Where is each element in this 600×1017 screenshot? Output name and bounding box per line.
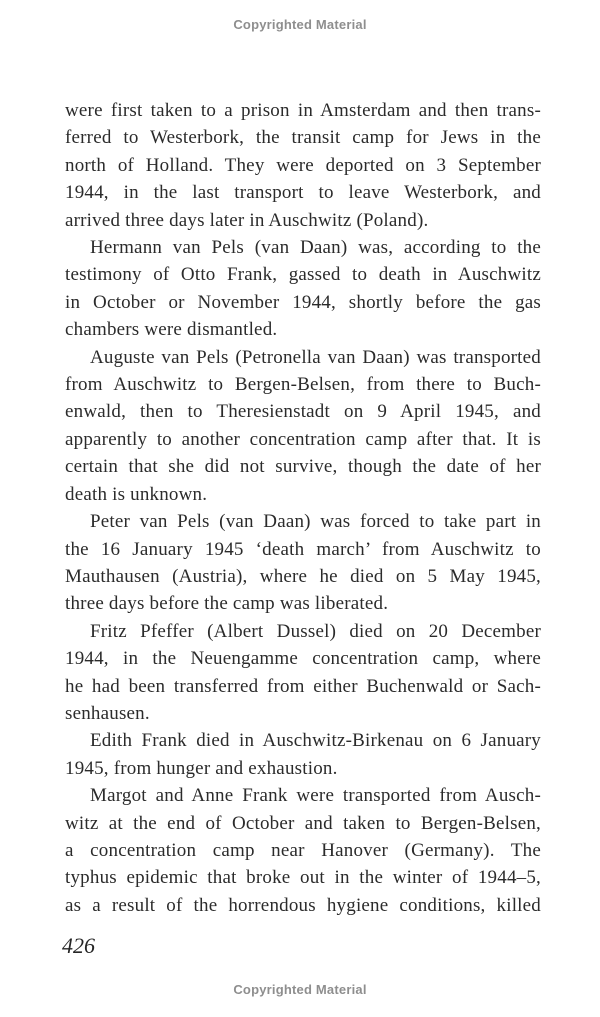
text-line: three days before the camp was liberated.	[65, 593, 389, 615]
page-body	[65, 97, 541, 919]
text-line: chambers were dismantled.	[65, 319, 278, 341]
text-line: Auguste van Pels (Petronella van Daan) was transported	[90, 346, 541, 368]
text-line: 1944, in the last transport to leave Westerbork, and	[65, 182, 541, 204]
text-line: Edith Frank died in Auschwitz-Birkenau on 6 January	[90, 730, 541, 752]
text-line: death is unknown.	[65, 483, 208, 505]
text-line: Mauthausen (Austria), where he died on 5 May 1945,	[65, 565, 541, 587]
text-line: senhausen.	[65, 702, 150, 724]
text-line: north of Holland. They were deported on 3 September	[65, 154, 541, 176]
text-line: witz at the end of October and taken to Bergen-Belsen,	[65, 812, 541, 834]
text-line: he had been transferred from either Buchenwald or Sach-	[65, 675, 541, 697]
text-line: as a result of the horrendous hygiene conditions, killed	[65, 894, 541, 916]
text-line: ferred to Westerbork, the transit camp for Jews in the	[65, 127, 541, 149]
text-line: typhus epidemic that broke out in the winter of 1944–5,	[65, 867, 541, 889]
text-line: Margot and Anne Frank were transported from Ausch-	[90, 785, 541, 807]
page-number: 426	[62, 933, 95, 958]
text-line: Fritz Pfeffer (Albert Dussel) died on 20 December	[90, 620, 541, 642]
text-line: apparently to another concentration camp after that. It is	[65, 428, 541, 450]
text-line: were first taken to a prison in Amsterdam and then trans-	[65, 100, 541, 121]
text-line: a concentration camp near Hanover (Germany). The	[65, 839, 541, 861]
text-line: 1945, from hunger and exhaustion.	[65, 757, 338, 779]
text-line: 1944, in the Neuengamme concentration camp, where	[65, 648, 541, 670]
bottom-copyright-watermark: Copyrighted Material	[233, 982, 367, 997]
text-line: the 16 January 1945 ‘death march’ from Auschwitz to	[65, 538, 541, 560]
top-copyright-watermark: Copyrighted Material	[233, 17, 367, 32]
text-line: Hermann van Pels (van Daan) was, according to the	[90, 237, 541, 259]
text-line: certain that she did not survive, though the date of her	[65, 456, 541, 478]
text-line: in October or November 1944, shortly before the gas	[65, 291, 541, 313]
text-line: from Auschwitz to Bergen-Belsen, from there to Buch-	[65, 374, 541, 396]
text-line: enwald, then to Theresienstadt on 9 April 1945, and	[65, 401, 541, 423]
text-line: testimony of Otto Frank, gassed to death in Auschwitz	[65, 264, 541, 286]
text-line: Peter van Pels (van Daan) was forced to take part in	[90, 511, 541, 533]
text-line: arrived three days later in Auschwitz (Poland).	[65, 209, 429, 231]
